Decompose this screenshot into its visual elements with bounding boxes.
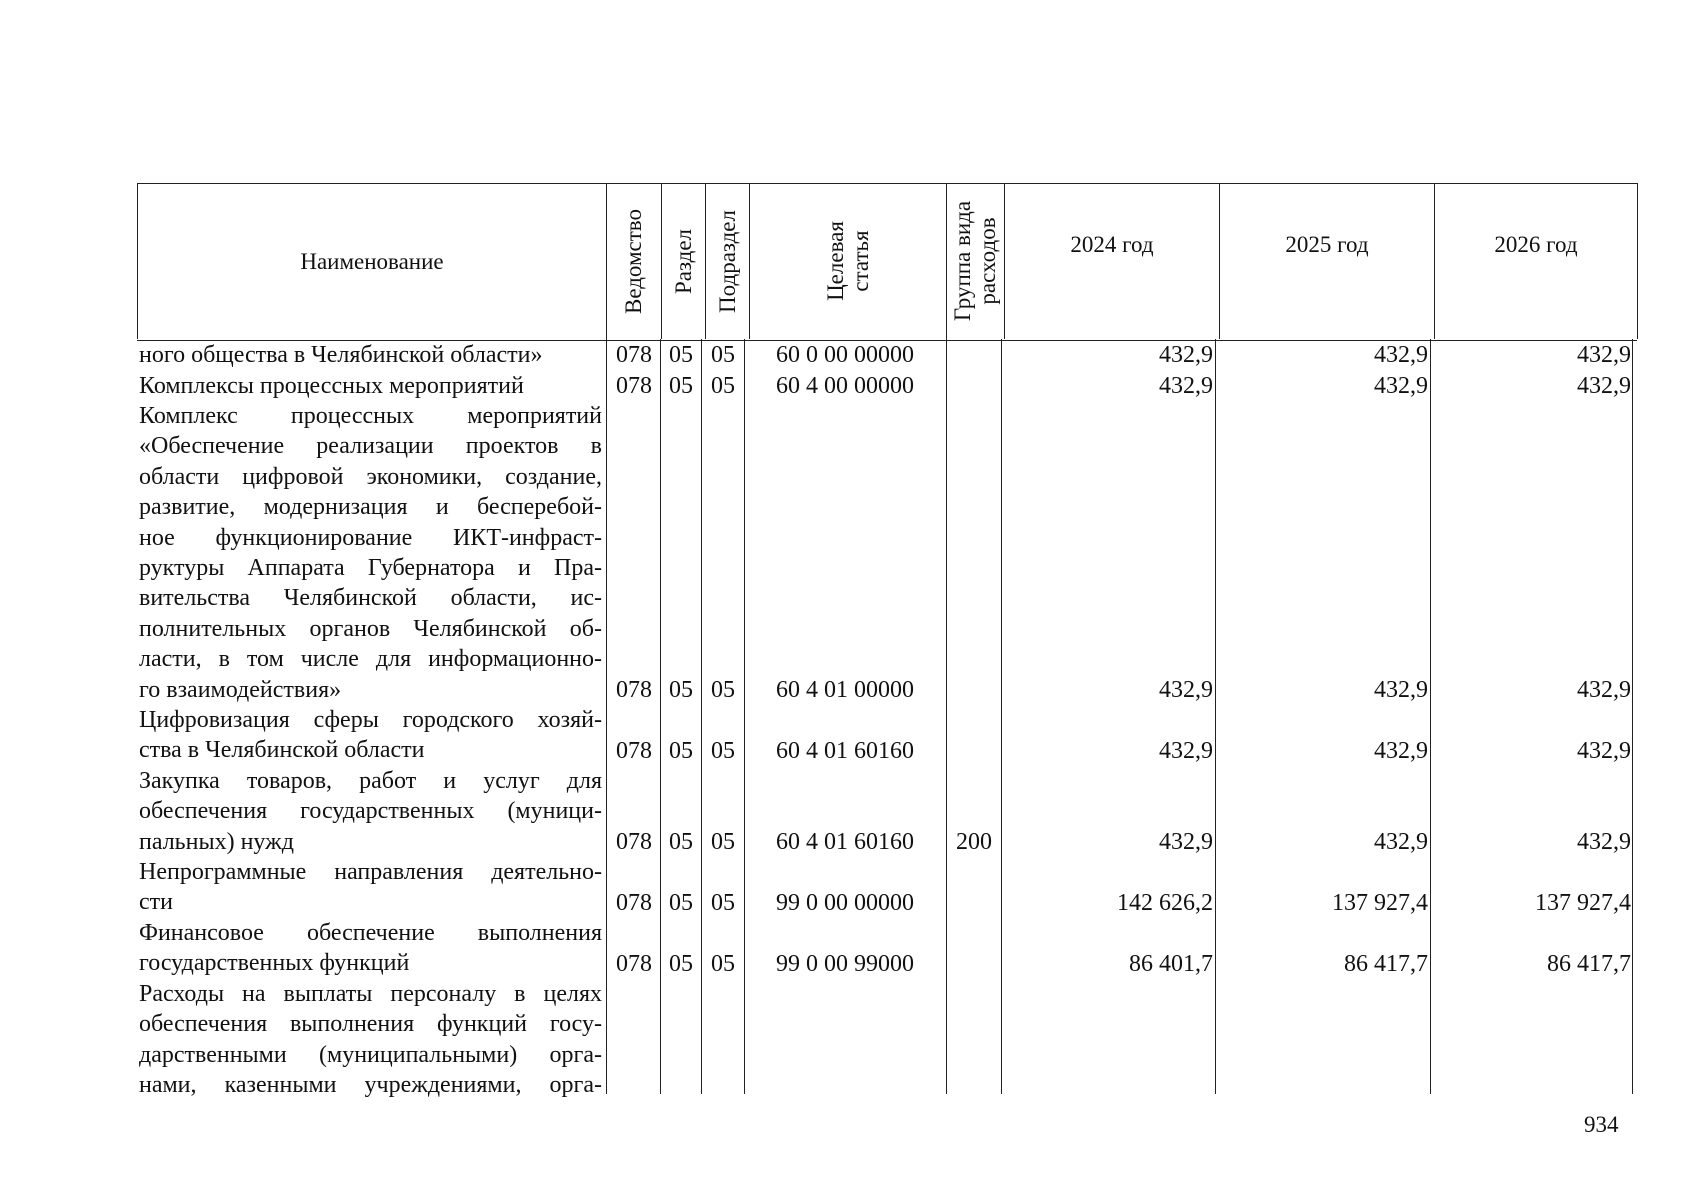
header-razdel: Раздел [671,228,696,294]
cell-vedomstvo: 078 [616,890,652,916]
table-row-name: Цифровизация сферы городского хозяй- ства в Челябинской области [139,707,602,764]
table-row-name: ного общества в Челябинской области» [139,342,543,368]
cell-gruppa-vida-rashodov: 200 [956,829,992,855]
cell-podrazdel: 05 [711,677,735,703]
cell-razdel: 05 [669,829,693,855]
cell-2024: 432,9 [1159,677,1213,703]
column-divider [1001,339,1002,1094]
cell-2026: 432,9 [1577,738,1631,764]
cell-2025: 432,9 [1374,342,1428,368]
cell-razdel: 05 [669,373,693,399]
cell-2025: 432,9 [1374,373,1428,399]
cell-podrazdel: 05 [711,738,735,764]
cell-podrazdel: 05 [711,829,735,855]
column-divider [744,339,745,1094]
table-row-name: Непрограммные направления деятельно- сти [139,859,602,916]
cell-2026: 432,9 [1577,677,1631,703]
cell-vedomstvo: 078 [616,951,652,977]
cell-vedomstvo: 078 [616,738,652,764]
cell-2026: 137 927,4 [1535,890,1631,916]
column-divider [660,339,661,1094]
cell-2025: 432,9 [1374,738,1428,764]
table-row-name: Расходы на выплаты персоналу в целях обеспечения выполнения функций госу- дарственными (муниципальными) орга- нами, казенными учреждениями, орга- [139,981,602,1099]
cell-celevaya-statya: 60 0 00 00000 [776,342,914,368]
header-2025: 2025 год [1285,232,1369,257]
cell-podrazdel: 05 [711,890,735,916]
header-celevaya-statya: Целевая статья [822,221,873,301]
cell-celevaya-statya: 60 4 01 60160 [776,829,914,855]
header-2026: 2026 год [1494,232,1578,257]
cell-podrazdel: 05 [711,951,735,977]
column-divider [701,339,702,1094]
cell-razdel: 05 [669,677,693,703]
cell-2024: 432,9 [1159,738,1213,764]
cell-2025: 86 417,7 [1344,951,1428,977]
cell-celevaya-statya: 60 4 01 60160 [776,738,914,764]
table-row-name: Комплекс процессных мероприятий «Обеспечение реализации проектов в области цифровой экономики, создание, развитие, модернизация и бесперебой- ное функционирование ИКТ-инфраст- руктуры Аппарата Губернатора и Пра- вительства Челябинской области, ис- полнительных органов Челябинской об- ласти, в том числе для информационно- го взаимодействия» [139,403,602,703]
cell-vedomstvo: 078 [616,677,652,703]
cell-razdel: 05 [669,738,693,764]
column-divider [1430,339,1431,1094]
cell-2024: 86 401,7 [1129,951,1213,977]
header-name: Наименование [300,248,444,274]
cell-vedomstvo: 078 [616,373,652,399]
cell-2025: 432,9 [1374,677,1428,703]
header-vedomstvo: Ведомство [621,208,647,314]
cell-2026: 432,9 [1577,829,1631,855]
cell-2026: 432,9 [1577,342,1631,368]
cell-2024: 432,9 [1159,342,1213,368]
table-row-name: Закупка товаров, работ и услуг для обеспечения государственных (муници- пальных) нужд [139,768,602,855]
header-2024: 2024 год [1070,232,1154,257]
cell-2026: 86 417,7 [1547,951,1631,977]
header-gruppa-vida-rashodov: Группа вида расходов [950,200,1001,322]
header-divider [137,183,138,339]
cell-2025: 432,9 [1374,829,1428,855]
cell-razdel: 05 [669,951,693,977]
cell-razdel: 05 [669,890,693,916]
cell-podrazdel: 05 [711,373,735,399]
header-divider [1637,183,1638,339]
cell-razdel: 05 [669,342,693,368]
column-divider [606,339,607,1094]
table-row-name: Комплексы процессных мероприятий [139,373,524,399]
header-podrazdel: Подраздел [715,209,741,313]
cell-celevaya-statya: 60 4 00 00000 [776,373,914,399]
cell-celevaya-statya: 60 4 01 00000 [776,677,914,703]
cell-2024: 432,9 [1159,373,1213,399]
column-divider [1215,339,1216,1094]
page-number: 934 [1584,1112,1619,1137]
column-divider [1632,339,1633,1094]
cell-celevaya-statya: 99 0 00 00000 [776,890,914,916]
cell-celevaya-statya: 99 0 00 99000 [776,951,914,977]
table-row-name: Финансовое обеспечение выполнения государственных функций [139,920,602,977]
cell-2025: 137 927,4 [1332,890,1428,916]
cell-vedomstvo: 078 [616,342,652,368]
cell-2024: 142 626,2 [1117,890,1213,916]
cell-vedomstvo: 078 [616,829,652,855]
column-divider [946,339,947,1094]
cell-podrazdel: 05 [711,342,735,368]
cell-2026: 432,9 [1577,373,1631,399]
cell-2024: 432,9 [1159,829,1213,855]
